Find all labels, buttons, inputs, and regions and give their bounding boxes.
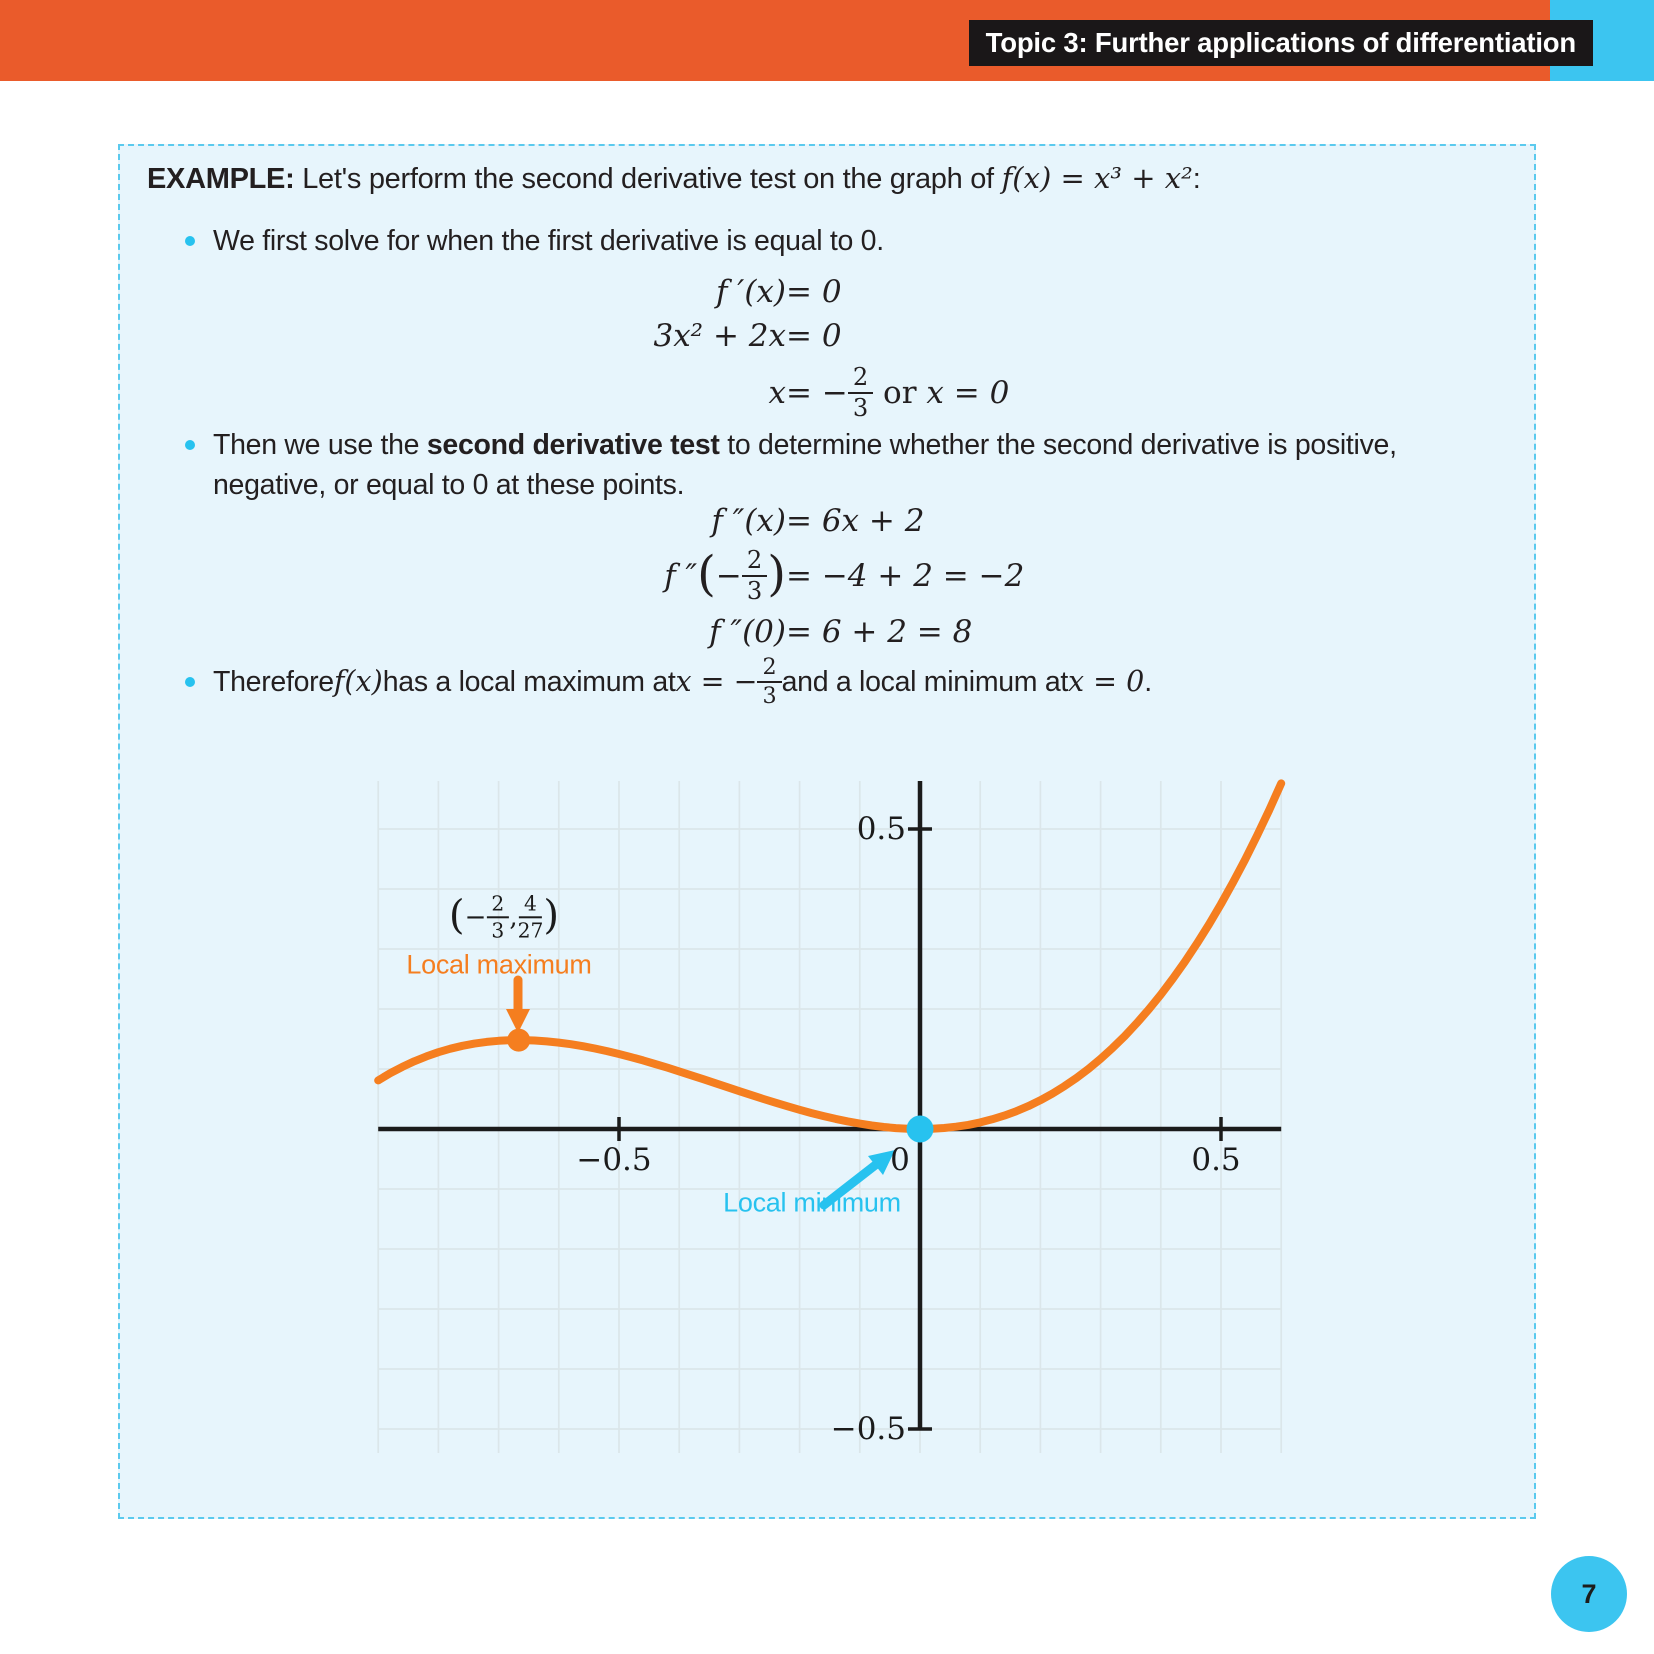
equation-row	[356, 314, 1009, 358]
open-paren: (	[448, 891, 465, 939]
comma: ,	[509, 902, 518, 932]
eq-lhs: x	[768, 375, 786, 411]
x-axis-tick-label: −0.5	[576, 1142, 652, 1178]
eq-rhs: = 6x + 2	[786, 503, 925, 539]
example-heading	[147, 158, 1200, 199]
eq-function: f ″	[664, 558, 698, 594]
example-intro: Let's perform the second derivative test on the graph of	[294, 163, 1002, 195]
fraction-two-thirds	[742, 547, 767, 605]
fraction-four-twentysevenths	[518, 892, 544, 941]
y-axis-tick-label: 0.5	[856, 811, 906, 847]
bullet-dot-icon	[185, 236, 195, 246]
bullet-dot-icon	[185, 440, 195, 450]
fraction-denominator: 3	[762, 683, 777, 709]
topic-header: Topic 3: Further applications of differentiation	[969, 20, 1593, 66]
fraction-numerator: 4	[519, 892, 542, 918]
fraction-numerator: 2	[757, 655, 781, 683]
bullet3-mid2: and a local minimum at	[781, 666, 1069, 698]
close-paren: )	[767, 546, 786, 602]
bullet2-text	[213, 425, 1397, 505]
equation-block-first-derivative	[356, 270, 1009, 428]
eq-or: or	[873, 375, 927, 411]
bullet2-line2: negative, or equal to 0 at these points.	[213, 469, 685, 501]
eq-lhs: 3x² + 2x	[653, 318, 786, 354]
bullet-dot-icon	[185, 677, 195, 687]
example-tail: :	[1192, 163, 1201, 195]
function-graph	[362, 737, 1302, 1462]
fraction-denominator: 3	[852, 394, 869, 422]
fraction-denominator: 3	[746, 577, 763, 605]
fraction-numerator: 2	[848, 364, 873, 394]
eq-rhs: = −4 + 2 = −2	[786, 558, 1025, 594]
fraction-two-thirds	[848, 364, 873, 422]
local-maximum-label: Local maximum	[406, 949, 592, 980]
bullet3-pre: Therefore	[213, 666, 334, 698]
bullet2-bold-phrase: second derivative test	[426, 429, 720, 461]
bullet1-text: We first solve for when the first derivative is equal to 0.	[213, 225, 884, 257]
eq-rhs: = 6 + 2 = 8	[786, 614, 973, 650]
close-paren: )	[543, 891, 560, 939]
bullet3-x-eq: x = −	[675, 665, 758, 698]
bullet3-mid: has a local maximum at	[382, 666, 676, 698]
axes	[378, 781, 1281, 1429]
fraction-denominator: 27	[517, 918, 544, 942]
plot-canvas	[362, 737, 1302, 1462]
equation-row	[356, 358, 1009, 428]
y-axis-tick-label: −0.5	[830, 1411, 906, 1447]
fraction-two-thirds	[757, 655, 781, 709]
annotation-arrows	[506, 980, 895, 1205]
fraction-numerator: 2	[742, 547, 767, 577]
eq-rhs: = 0	[786, 274, 842, 310]
bullet-conclusion	[185, 647, 1152, 717]
bullet-second-derivative-test	[185, 425, 1397, 505]
fraction-denominator: 3	[491, 918, 505, 942]
x-axis-tick-label: 0.5	[1191, 1142, 1241, 1178]
equation-row	[356, 270, 1009, 314]
bullet2-post: to determine whether the second derivative is positive,	[719, 429, 1397, 461]
bullet3-fx: f(x)	[333, 665, 383, 698]
eq-rhs: = 0	[786, 318, 842, 354]
bullet3-text	[213, 655, 1152, 709]
minus-sign: −	[464, 902, 487, 932]
equation-block-second-derivative	[356, 499, 1024, 655]
bullet3-period: .	[1144, 666, 1152, 698]
minus-sign: −	[715, 558, 742, 594]
local-maximum-coordinates-label	[449, 892, 559, 941]
eq-lhs: f ′(x)	[715, 274, 786, 310]
local-minimum-label: Local minimum	[723, 1187, 901, 1218]
local-minimum-point	[907, 1116, 934, 1143]
eq-tail: x = 0	[926, 375, 1010, 411]
example-function-math: f(x) = x³ + x²	[1001, 161, 1193, 195]
equation-row	[356, 543, 1024, 609]
bullet2-pre: Then we use the	[213, 429, 427, 461]
x-axis-tick-label: 0	[890, 1142, 910, 1178]
example-label: EXAMPLE:	[147, 163, 295, 195]
example-panel	[118, 144, 1536, 1519]
eq-sign: = −	[786, 375, 848, 411]
equation-row	[356, 499, 1024, 543]
bullet3-end-math: x = 0	[1068, 665, 1145, 698]
fraction-numerator: 2	[486, 892, 509, 918]
page-number-badge: 7	[1551, 1556, 1627, 1632]
eq-lhs: f ″(x)	[711, 503, 786, 539]
open-paren: (	[697, 546, 716, 602]
eq-lhs: f ″(0)	[709, 614, 786, 650]
bullet-first-derivative	[185, 221, 884, 261]
fraction-two-thirds	[486, 892, 509, 941]
local-maximum-point	[507, 1029, 530, 1052]
